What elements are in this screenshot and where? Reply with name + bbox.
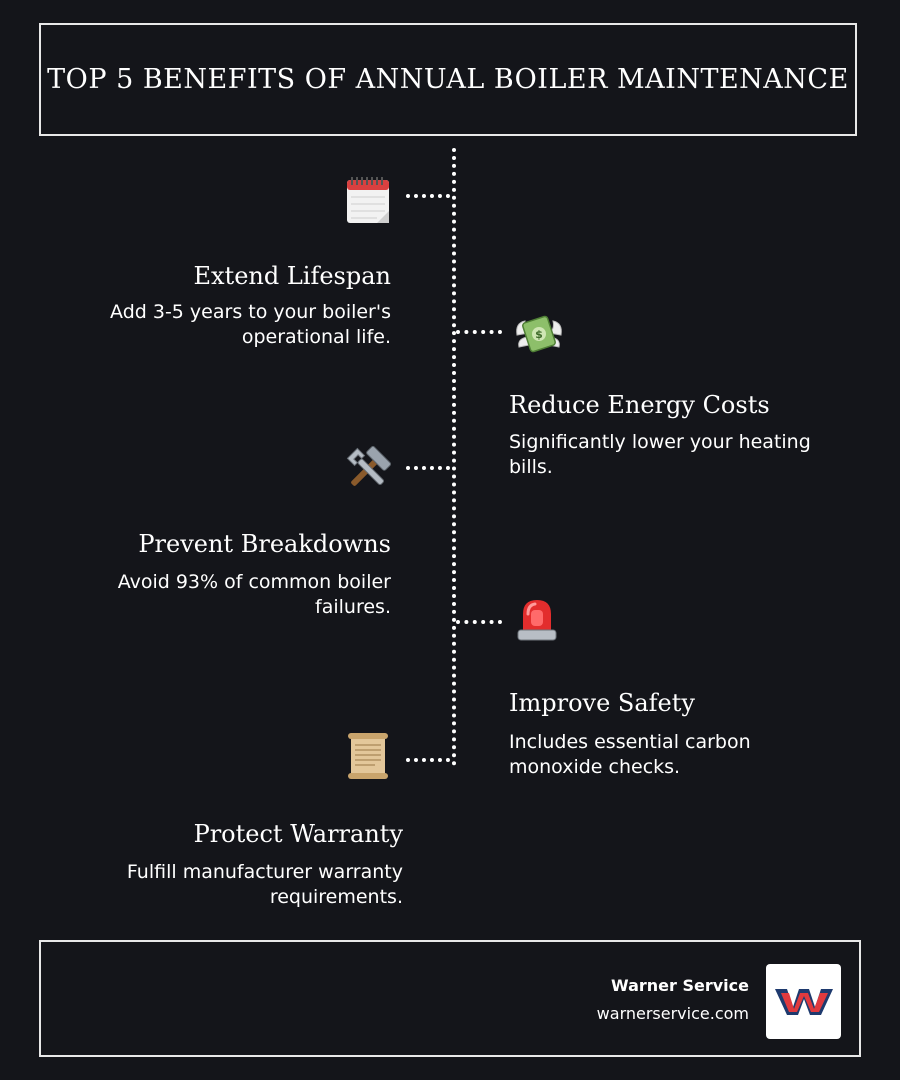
item-title-reduce-energy: Reduce Energy Costs xyxy=(509,391,770,419)
item-desc-reduce-energy: Significantly lower your heating bills. xyxy=(509,431,811,478)
brand-website-link[interactable]: warnerservice.com xyxy=(596,1004,749,1023)
svg-text:$: $ xyxy=(535,328,543,341)
money-wings-icon xyxy=(513,305,565,357)
hammer-wrench-icon xyxy=(342,443,394,495)
item-desc-protect-warranty: Fulfill manufacturer warranty requirements. xyxy=(126,861,403,908)
header-title-box xyxy=(39,23,857,136)
item-desc-prevent-breakdowns: Avoid 93% of common boiler failures. xyxy=(117,571,391,618)
connector-prevent-breakdowns xyxy=(406,466,450,470)
scroll-icon xyxy=(342,730,394,782)
footer-box xyxy=(39,940,861,1057)
item-title-prevent-breakdowns: Prevent Breakdowns xyxy=(138,530,391,558)
item-title-protect-warranty: Protect Warranty xyxy=(193,820,403,848)
page-title: TOP 5 BENEFITS OF ANNUAL BOILER MAINTENANCE xyxy=(47,64,849,95)
item-desc-improve-safety: Includes essential carbon monoxide checks. xyxy=(509,731,751,778)
siren-light-icon xyxy=(511,594,563,646)
brand-name: Warner Service xyxy=(611,976,749,995)
item-title-improve-safety: Improve Safety xyxy=(509,689,695,717)
connector-extend-lifespan xyxy=(406,194,450,198)
connector-protect-warranty xyxy=(406,758,450,762)
item-desc-extend-lifespan: Add 3-5 years to your boiler's operational life. xyxy=(110,301,391,348)
timeline-dotted-line xyxy=(452,148,456,766)
calendar-icon xyxy=(342,175,394,227)
connector-improve-safety xyxy=(456,620,502,624)
warner-w-logo-icon xyxy=(766,964,841,1039)
connector-reduce-energy xyxy=(456,330,502,334)
item-title-extend-lifespan: Extend Lifespan xyxy=(193,262,391,290)
